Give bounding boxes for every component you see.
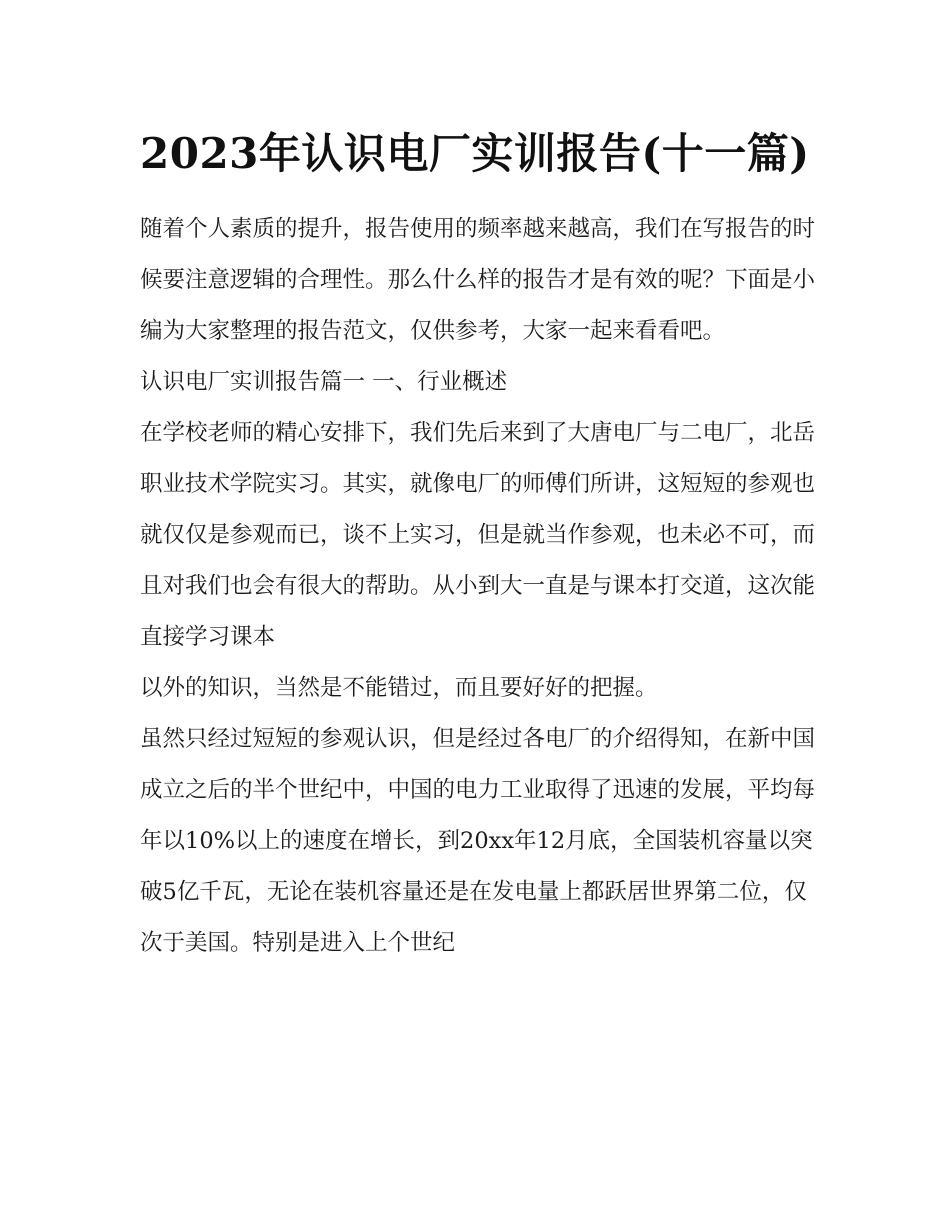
intro-paragraph: 随着个人素质的提升，报告使用的频率越来越高，我们在写报告的时候要注意逻辑的合理性。那么什么样的报告才是有效的呢？下面是小编为大家整理的报告范文，仅供参考，大家一起来看看吧。: [140, 216, 816, 344]
body-paragraph: 在学校老师的精心安排下，我们先后来到了大唐电厂与二电厂，北岳职业技术学院实习。其实，就像电厂的师傅们所讲，这短短的参观也就仅仅是参观而已，谈不上实习，但是就当作参观，也未必不可，而且对我们也会有很大的帮助。从小到大一直是与课本打交道，这次能直接学习课本: [140, 420, 816, 650]
body-paragraph: 以外的知识，当然是不能错过，而且要好好的把握。: [140, 675, 658, 701]
section-heading: 认识电厂实训报告篇一 一、行业概述: [140, 369, 508, 395]
document-title: 2023年认识电厂实训报告(十一篇): [140, 129, 810, 178]
body-paragraph: 虽然只经过短短的参观认识，但是经过各电厂的介绍得知，在新中国成立之后的半个世纪中，中国的电力工业取得了迅速的发展，平均每年以10%以上的速度在增长，到20xx年12月底，全国装机容量以突破5亿千瓦，无论在装机容量还是在发电量上都跃居世界第二位，仅次于美国。特别是进入上个世纪: [140, 726, 816, 956]
document-body: [140, 112, 815, 969]
